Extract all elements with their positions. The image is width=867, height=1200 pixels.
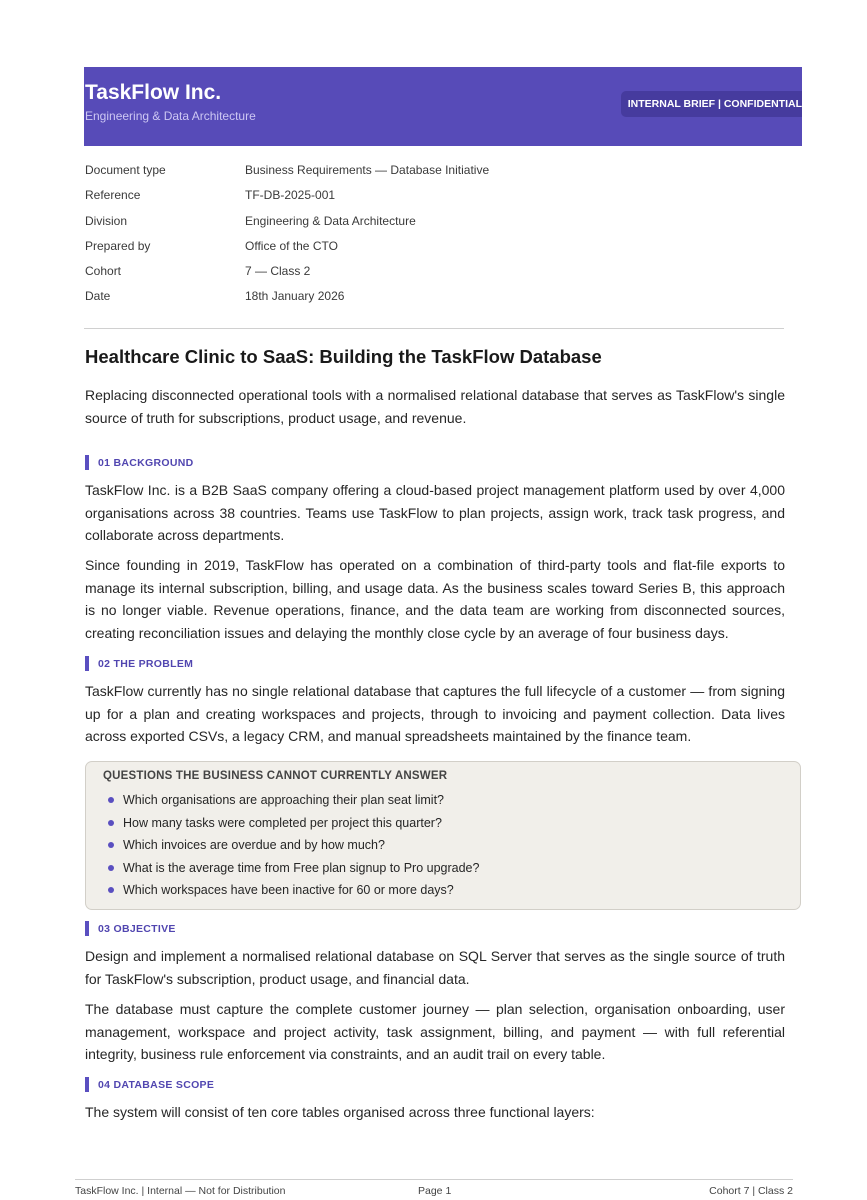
- footer-right: Cohort 7 | Class 2: [709, 1185, 793, 1197]
- list-item: [108, 857, 479, 880]
- section-heading-problem: [85, 656, 193, 671]
- company-division: Engineering & Data Architecture: [85, 109, 256, 123]
- section-accent-bar: [85, 656, 89, 671]
- question-text: Which organisations are approaching their plan seat limit?: [123, 793, 445, 808]
- company-name: TaskFlow Inc.: [85, 81, 222, 104]
- meta-value: TF-DB-2025-001: [245, 188, 336, 203]
- question-text: Which invoices are overdue and by how much?: [123, 838, 385, 853]
- meta-value: Office of the CTO: [245, 238, 338, 253]
- question-text: What is the average time from Free plan signup to Pro upgrade?: [123, 860, 480, 875]
- list-item: [108, 879, 479, 902]
- section-title: 04 DATABASE SCOPE: [98, 1078, 215, 1091]
- meta-label: Date: [85, 289, 111, 304]
- meta-label: Document type: [85, 163, 166, 177]
- footer-divider: [75, 1179, 793, 1180]
- document-metadata: [85, 163, 489, 315]
- background-paragraph-1: TaskFlow Inc. is a B2B SaaS company offering a cloud-based project management platform used by over 4,000 organisations across 38 countries. Teams use TaskFlow to plan projects, assign work, track task progress, and collaborate across departments.: [85, 482, 785, 543]
- section-heading-background: [85, 455, 194, 470]
- objective-paragraph-1: Design and implement a normalised relational database on SQL Server that serves as the single source of truth for TaskFlow's subscription, product usage, and financial data.: [85, 948, 785, 987]
- section-title: 01 BACKGROUND: [98, 456, 194, 469]
- section-title: 02 THE PROBLEM: [98, 657, 194, 670]
- meta-value: 7 — Class 2: [245, 264, 311, 279]
- questions-callout: [85, 761, 801, 910]
- callout-title: QUESTIONS THE BUSINESS CANNOT CURRENTLY ANSWER: [103, 770, 448, 782]
- meta-value: Engineering & Data Architecture: [245, 213, 416, 228]
- meta-label: Cohort: [85, 264, 122, 279]
- section-accent-bar: [85, 455, 89, 470]
- scope-paragraph: The system will consist of ten core tables organised across three functional layers:: [85, 1104, 595, 1120]
- confidential-badge: INTERNAL BRIEF | CONFIDENTIAL: [621, 91, 802, 117]
- bullet-icon: [108, 887, 114, 893]
- list-item: [108, 812, 479, 835]
- meta-row-division: [85, 214, 489, 239]
- section-accent-bar: [85, 921, 89, 936]
- questions-list: [108, 789, 479, 902]
- page-number: Page 1: [418, 1185, 452, 1197]
- meta-row-prepared-by: [85, 239, 489, 264]
- footer-left: TaskFlow Inc. | Internal — Not for Distribution: [75, 1185, 286, 1197]
- section-accent-bar: [85, 1077, 89, 1092]
- section-title: 03 OBJECTIVE: [98, 922, 176, 935]
- meta-label: Prepared by: [85, 238, 151, 253]
- meta-row-document-type: [85, 163, 489, 188]
- section-heading-objective: [85, 921, 176, 936]
- meta-row-cohort: [85, 264, 489, 289]
- question-text: Which workspaces have been inactive for 60 or more days?: [123, 883, 454, 898]
- list-item: [108, 789, 479, 812]
- meta-label: Reference: [85, 188, 141, 203]
- bullet-icon: [108, 865, 114, 871]
- objective-paragraph-2: The database must capture the complete customer journey — plan selection, organisation onboarding, user management, workspace and project activity, task assignment, billing, and payment — with full referential integrity, business rule enforcement via constraints, and an audit trail on every table.: [85, 1001, 785, 1062]
- divider: [84, 328, 784, 329]
- background-paragraph-2: Since founding in 2019, TaskFlow has operated on a combination of third-party tools and flat-file exports to manage its internal subscription, billing, and usage data. As the business scales toward Series B, this approach is no longer viable. Revenue operations, finance, and the data team are working from disconnected sources, creating reconciliation issues and delaying the monthly close cycle by an average of four business days.: [85, 557, 785, 641]
- bullet-icon: [108, 820, 114, 826]
- question-text: How many tasks were completed per project this quarter?: [123, 815, 442, 830]
- intro-paragraph: Replacing disconnected operational tools with a normalised relational database that serves as TaskFlow's single source of truth for subscriptions, product usage, and revenue.: [85, 387, 785, 426]
- header-banner: [84, 67, 802, 146]
- meta-value: Business Requirements — Database Initiative: [245, 163, 490, 177]
- list-item: [108, 834, 479, 857]
- meta-label: Division: [85, 213, 128, 228]
- meta-row-date: [85, 289, 489, 314]
- problem-paragraph: TaskFlow currently has no single relational database that captures the full lifecycle of a customer — from signing up for a plan and creating workspaces and projects, through to invoicing and payment collection. Data lives across exported CSVs, a legacy CRM, and manual spreadsheets maintained by the finance team.: [85, 683, 785, 744]
- bullet-icon: [108, 842, 114, 848]
- meta-value: 18th January 2026: [245, 289, 345, 304]
- meta-row-reference: [85, 188, 489, 213]
- document-title: Healthcare Clinic to SaaS: Building the TaskFlow Database: [85, 346, 602, 367]
- section-heading-scope: [85, 1077, 214, 1092]
- bullet-icon: [108, 797, 114, 803]
